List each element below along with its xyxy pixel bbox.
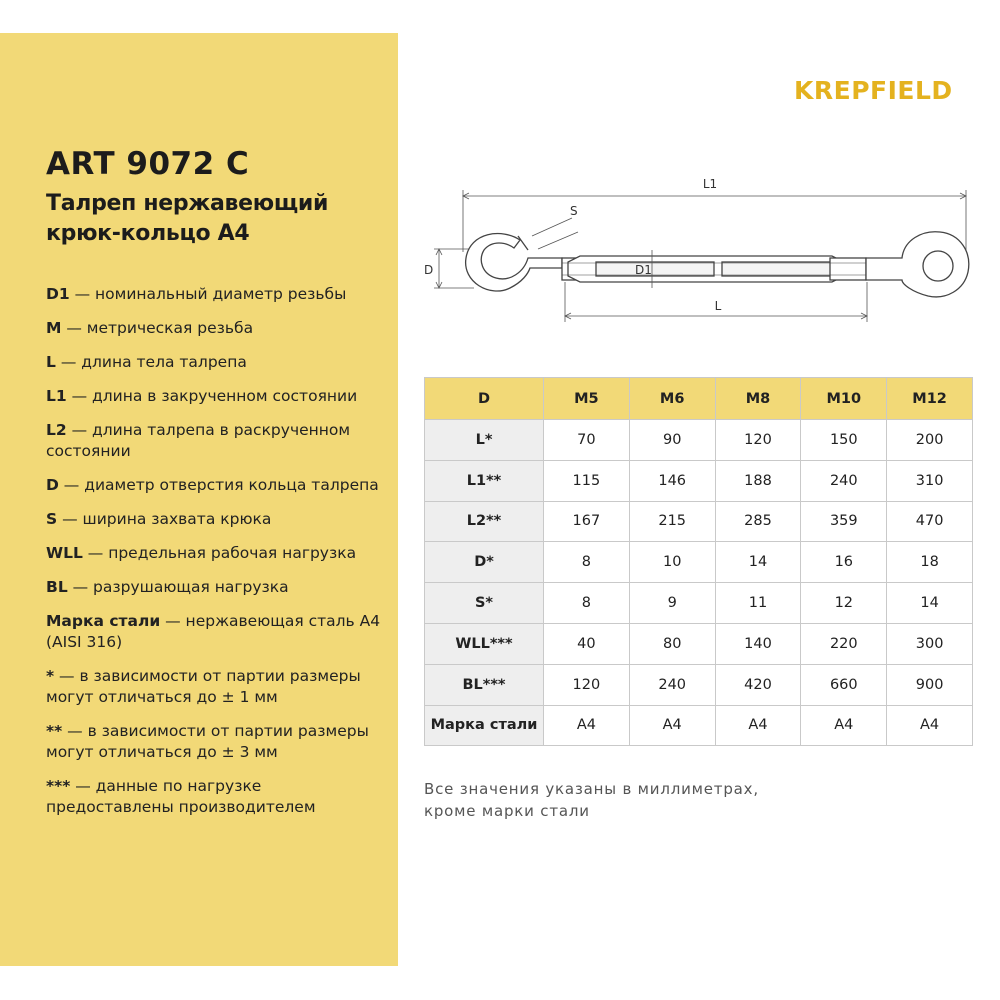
table-cell: 90: [629, 420, 715, 461]
legend-term: D: [46, 476, 59, 494]
table-cell: 9: [629, 583, 715, 624]
table-cell: 10: [629, 542, 715, 583]
label-l1: L1: [702, 177, 718, 191]
table-cell: 12: [801, 583, 887, 624]
article-code: ART 9072 C: [46, 146, 250, 182]
table-cell: 115: [544, 460, 630, 501]
legend-item-d1: [46, 284, 391, 305]
table-cell: 660: [801, 664, 887, 705]
legend-term: WLL: [46, 544, 83, 562]
legend-desc: — нержавеющая сталь А4 (AISI 316): [46, 612, 381, 651]
row-label: BL***: [425, 664, 544, 705]
legend-item-bl: [46, 577, 391, 598]
row-label: D*: [425, 542, 544, 583]
product-title: [46, 189, 396, 249]
table-cell: 70: [544, 420, 630, 461]
legend-item-note-1: [46, 666, 391, 708]
brand-logo: KREPFIELD: [794, 76, 953, 105]
row-label: S*: [425, 583, 544, 624]
legend-item-l1: [46, 386, 391, 407]
table-cell: 300: [887, 623, 973, 664]
table-cell: 40: [544, 623, 630, 664]
table-row: [425, 705, 973, 746]
legend-desc: — разрушающая нагрузка: [67, 578, 289, 596]
legend-term: L2: [46, 421, 67, 439]
legend-term: D1: [46, 285, 70, 303]
row-label: Марка стали: [425, 705, 544, 746]
dimension-s: [532, 218, 578, 249]
legend-term: M: [46, 319, 62, 337]
table-row: [425, 623, 973, 664]
row-label: L1**: [425, 460, 544, 501]
table-cell: 140: [715, 623, 801, 664]
header-cell-m6: M6: [629, 378, 715, 420]
legend-desc: — в зависимости от партии размеры могут отличаться до ± 1 мм: [46, 667, 361, 706]
legend-desc: — диаметр отверстия кольца талрепа: [58, 476, 379, 494]
label-d1: D1: [635, 263, 652, 277]
row-label: L*: [425, 420, 544, 461]
table-cell: 11: [715, 583, 801, 624]
legend-list: [46, 284, 391, 818]
table-row: [425, 420, 973, 461]
table-cell: 470: [887, 501, 973, 542]
table-cell: A4: [887, 705, 973, 746]
row-label: WLL***: [425, 623, 544, 664]
eye-end: [866, 232, 969, 297]
table-cell: 16: [801, 542, 887, 583]
product-title-line-2: крюк-кольцо А4: [46, 221, 250, 246]
table-row: [425, 583, 973, 624]
turnbuckle-body: [562, 256, 868, 282]
table-cell: 359: [801, 501, 887, 542]
footnote-line-2: кроме марки стали: [424, 802, 590, 820]
table-row: [425, 501, 973, 542]
header-cell-m5: M5: [544, 378, 630, 420]
label-s: S: [570, 204, 578, 218]
footnote-line-1: Все значения указаны в миллиметрах,: [424, 780, 759, 798]
legend-item-wll: [46, 543, 391, 564]
table-cell: 14: [715, 542, 801, 583]
table-cell: 8: [544, 542, 630, 583]
table-cell: 240: [629, 664, 715, 705]
legend-item-s: [46, 509, 391, 530]
legend-desc: — предельная рабочая нагрузка: [82, 544, 357, 562]
header-cell-m12: M12: [887, 378, 973, 420]
legend-item-d: [46, 475, 391, 496]
legend-term: BL: [46, 578, 68, 596]
spec-table: [424, 377, 973, 746]
table-cell: 80: [629, 623, 715, 664]
table-cell: 240: [801, 460, 887, 501]
legend-item-steel-grade: [46, 611, 391, 653]
table-cell: 14: [887, 583, 973, 624]
units-footnote: [424, 778, 844, 822]
legend-desc: — в зависимости от партии размеры могут отличаться до ± 3 мм: [46, 722, 369, 761]
table-cell: 146: [629, 460, 715, 501]
table-cell: 8: [544, 583, 630, 624]
label-l: L: [714, 299, 722, 313]
table-cell: 420: [715, 664, 801, 705]
table-header-row: [425, 378, 973, 420]
table-row: [425, 664, 973, 705]
legend-desc: — номинальный диаметр резьбы: [69, 285, 347, 303]
header-cell-m10: M10: [801, 378, 887, 420]
legend-desc: — ширина захвата крюка: [57, 510, 272, 528]
table-cell: 285: [715, 501, 801, 542]
table-cell: 215: [629, 501, 715, 542]
table-cell: 310: [887, 460, 973, 501]
legend-item-l: [46, 352, 391, 373]
turnbuckle-diagram: [412, 170, 992, 330]
legend-item-l2: [46, 420, 391, 462]
legend-desc: — длина в закрученном состоянии: [66, 387, 358, 405]
legend-term: **: [46, 722, 63, 740]
legend-term: S: [46, 510, 58, 528]
legend-item-note-3: [46, 776, 391, 818]
table-cell: A4: [715, 705, 801, 746]
row-label: L2**: [425, 501, 544, 542]
table-row: [425, 542, 973, 583]
table-cell: 120: [715, 420, 801, 461]
legend-term: *: [46, 667, 55, 685]
product-title-line-1: Талреп нержавеющий: [46, 191, 329, 216]
table-cell: 120: [544, 664, 630, 705]
table-cell: 18: [887, 542, 973, 583]
table-cell: 150: [801, 420, 887, 461]
legend-term: ***: [46, 777, 71, 795]
legend-term: Марка стали: [46, 612, 161, 630]
table-cell: 200: [887, 420, 973, 461]
table-cell: 900: [887, 664, 973, 705]
header-cell-d: D: [425, 378, 544, 420]
legend-term: L: [46, 353, 56, 371]
legend-term: L1: [46, 387, 67, 405]
dimension-l1: [463, 190, 966, 252]
legend-desc: — метрическая резьба: [61, 319, 254, 337]
legend-desc: — данные по нагрузке предоставлены производителем: [46, 777, 316, 816]
legend-desc: — длина тела талрепа: [55, 353, 247, 371]
table-cell: 188: [715, 460, 801, 501]
table-cell: A4: [544, 705, 630, 746]
legend-item-note-2: [46, 721, 391, 763]
label-d: D: [424, 263, 434, 277]
legend-desc: — длина талрепа в раскрученном состоянии: [46, 421, 351, 460]
hook-end: [466, 234, 562, 291]
table-cell: A4: [629, 705, 715, 746]
legend-item-m: [46, 318, 391, 339]
table-cell: 220: [801, 623, 887, 664]
header-cell-m8: M8: [715, 378, 801, 420]
table-row: [425, 460, 973, 501]
table-cell: A4: [801, 705, 887, 746]
table-cell: 167: [544, 501, 630, 542]
